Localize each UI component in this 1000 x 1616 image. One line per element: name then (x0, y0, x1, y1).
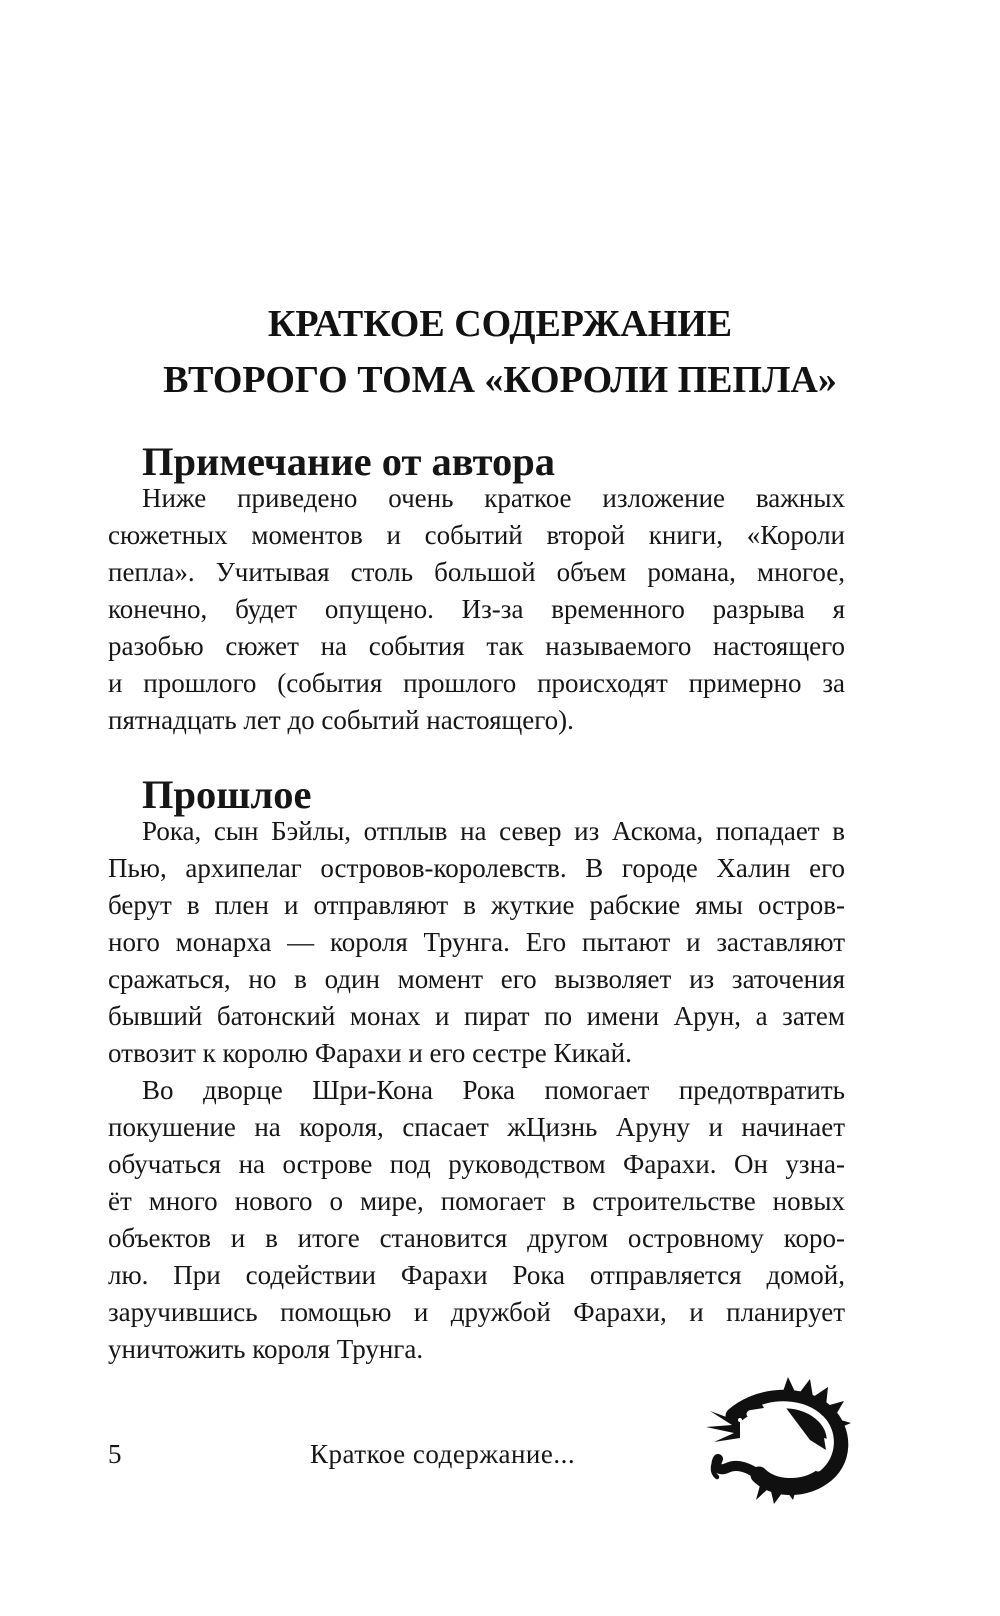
text-line: Ниже приведено очень краткое изложение важных (142, 483, 845, 513)
page-number: 5 (108, 1439, 122, 1469)
text-line: ного монарха — короля Трунга. Его пытают и заставляют (108, 927, 845, 957)
text-line: лю. При содействии Фарахи Рока отправляется домой, (108, 1260, 845, 1290)
text-line: бывший батонский монах и пират по имени Арун, а затем (108, 1001, 845, 1031)
text-line: заручившись помощью и дружбой Фарахи, и планирует (108, 1297, 845, 1327)
text-line: уничтожить короля Трунга. (108, 1334, 424, 1364)
section-heading: Прошлое (142, 772, 312, 817)
text-line: Во дворце Шри-Кона Рока помогает предотвратить (142, 1075, 845, 1105)
text-line: сюжетных моментов и событий второй книги, «Короли (108, 520, 845, 550)
text-line: берут в плен и отправляют в жуткие рабские ямы остров- (108, 890, 845, 920)
text-line: Пью, архипелаг островов-королевств. В городе Халин его (108, 853, 845, 883)
section-heading: Примечание от автора (142, 439, 556, 484)
text-line: разобью сюжет на события так называемого настоящего (108, 631, 845, 661)
text-line: и прошлого (события прошлого происходят примерно за (108, 668, 845, 698)
text-line: ёт много нового о мире, помогает в строительстве новых (108, 1186, 845, 1216)
text-line: сражаться, но в один момент его вызволяет из заточения (108, 964, 845, 994)
chapter-title-line-1: КРАТКОЕ СОДЕРЖАНИЕ (267, 303, 733, 345)
chapter-title-line-2: ВТОРОГО ТОМА «КОРОЛИ ПЕПЛА» (163, 359, 837, 401)
section (108, 439, 845, 739)
text-line: Рока, сын Бэйлы, отплыв на север из Аскома, попадает в (142, 816, 845, 846)
page-content (108, 439, 845, 1368)
text-line: объектов и в итоге становится другом островному коро- (108, 1223, 845, 1253)
text-line: пятнадцать лет до событий настоящего). (108, 705, 574, 735)
section (108, 772, 845, 1368)
dragon-icon (700, 1370, 856, 1510)
text-line: отвозит к королю Фарахи и его сестре Кикай. (108, 1038, 632, 1068)
chapter-title (0, 296, 1000, 408)
text-line: обучаться на острове под руководством Фарахи. Он узна- (108, 1149, 845, 1179)
text-line: пепла». Учитывая столь большой объем романа, многое, (108, 557, 845, 587)
paragraph (108, 480, 845, 739)
text-line: покушение на короля, спасает жЦизнь Аруну и начинает (108, 1112, 845, 1142)
running-title: Краткое содержание... (310, 1439, 576, 1469)
text-line: конечно, будет опущено. Из-за временного разрыва я (108, 594, 845, 624)
paragraph (108, 813, 845, 1072)
paragraph (108, 1072, 845, 1368)
